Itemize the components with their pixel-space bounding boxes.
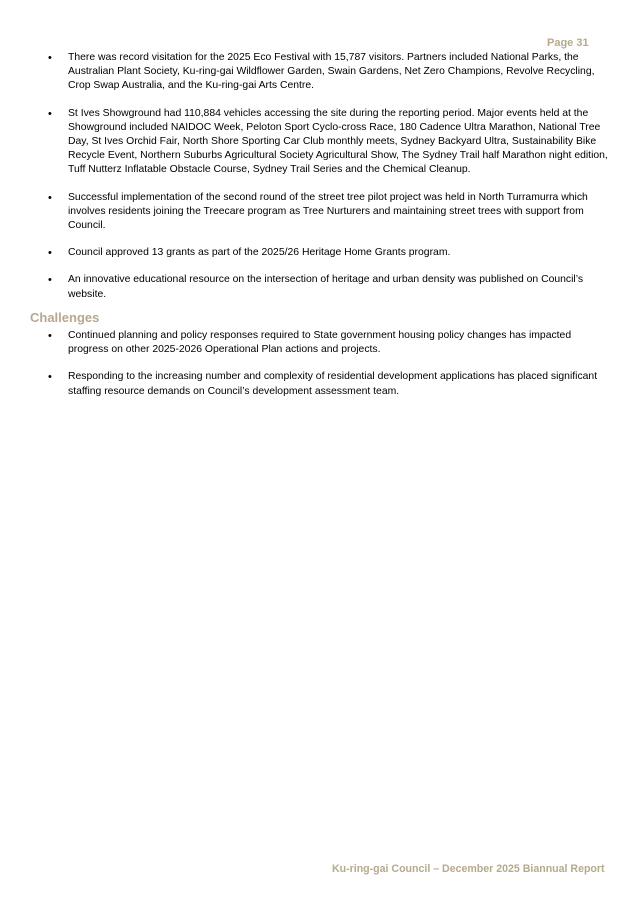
bullet-icon: • <box>48 274 52 287</box>
list-item-text: There was record visitation for the 2025 Eco Festival with 15,787 visitors. Partners included National Parks, the Australian Plant Society, Ku-ring-gai Wildflower Garden, Swain Gardens, Net Zero Champions, Revolve Recycling, Crop Swap Australia, and the Ku-ring-gai Arts Centre. <box>68 52 595 92</box>
report-footer: Ku-ring-gai Council – December 2025 Biannual Report <box>332 863 605 875</box>
bullet-icon: • <box>48 191 52 204</box>
list-item <box>0 329 608 357</box>
list-item <box>0 273 608 301</box>
bullet-icon: • <box>48 371 52 384</box>
bullet-icon: • <box>48 330 52 342</box>
list-item-text: St Ives Showground had 110,884 vehicles accessing the site during the reporting period. Major events held at the Showground included NAIDOC Week, Peloton Sport Cyclo-cross Race, 180 Cadence Ultra Marathon, National Tree Day, St Ives Orchid Fair, North Shore Sporting Car Club monthly meets, Sydney Backyard Ultra, Sustainability Bike Recycle Event, Northern Suburbs Agricultural Society Agricultural Show, The Sydney Trail half Marathon night edition, Tuff Nutterz Inflatable Obstacle Course, Sydney Trail Series and the Chemical Cleanup. <box>68 107 608 176</box>
challenges-list <box>0 329 608 412</box>
bullet-icon: • <box>48 247 52 260</box>
list-item-text: Responding to the increasing number and complexity of residential development applications has placed significant staffing resource demands on Council’s development assessment team. <box>68 371 598 397</box>
list-item <box>0 246 608 260</box>
highlights-list <box>0 51 608 315</box>
list-item-text: Successful implementation of the second round of the street tree pilot project was held in North Turramurra which involves residents joining the Treecare program as Tree Nurturers and maintaining street trees with support from Council. <box>68 191 588 232</box>
bullet-icon: • <box>48 52 52 64</box>
list-item-text: Continued planning and policy responses required to State government housing policy changes has impacted progress on other 2025-2026 Operational Plan actions and projects. <box>68 330 572 356</box>
list-item-text: Council approved 13 grants as part of the 2025/26 Heritage Home Grants program. <box>68 247 451 259</box>
list-item-text: An innovative educational resource on the intersection of heritage and urban density was published on Council’s website. <box>68 274 584 300</box>
bullet-icon: • <box>48 107 52 120</box>
page-number: Page 31 <box>547 37 589 49</box>
list-item <box>0 370 608 398</box>
challenges-heading: Challenges <box>30 310 100 325</box>
list-item <box>0 51 608 94</box>
list-item <box>0 191 608 234</box>
list-item <box>0 107 608 178</box>
